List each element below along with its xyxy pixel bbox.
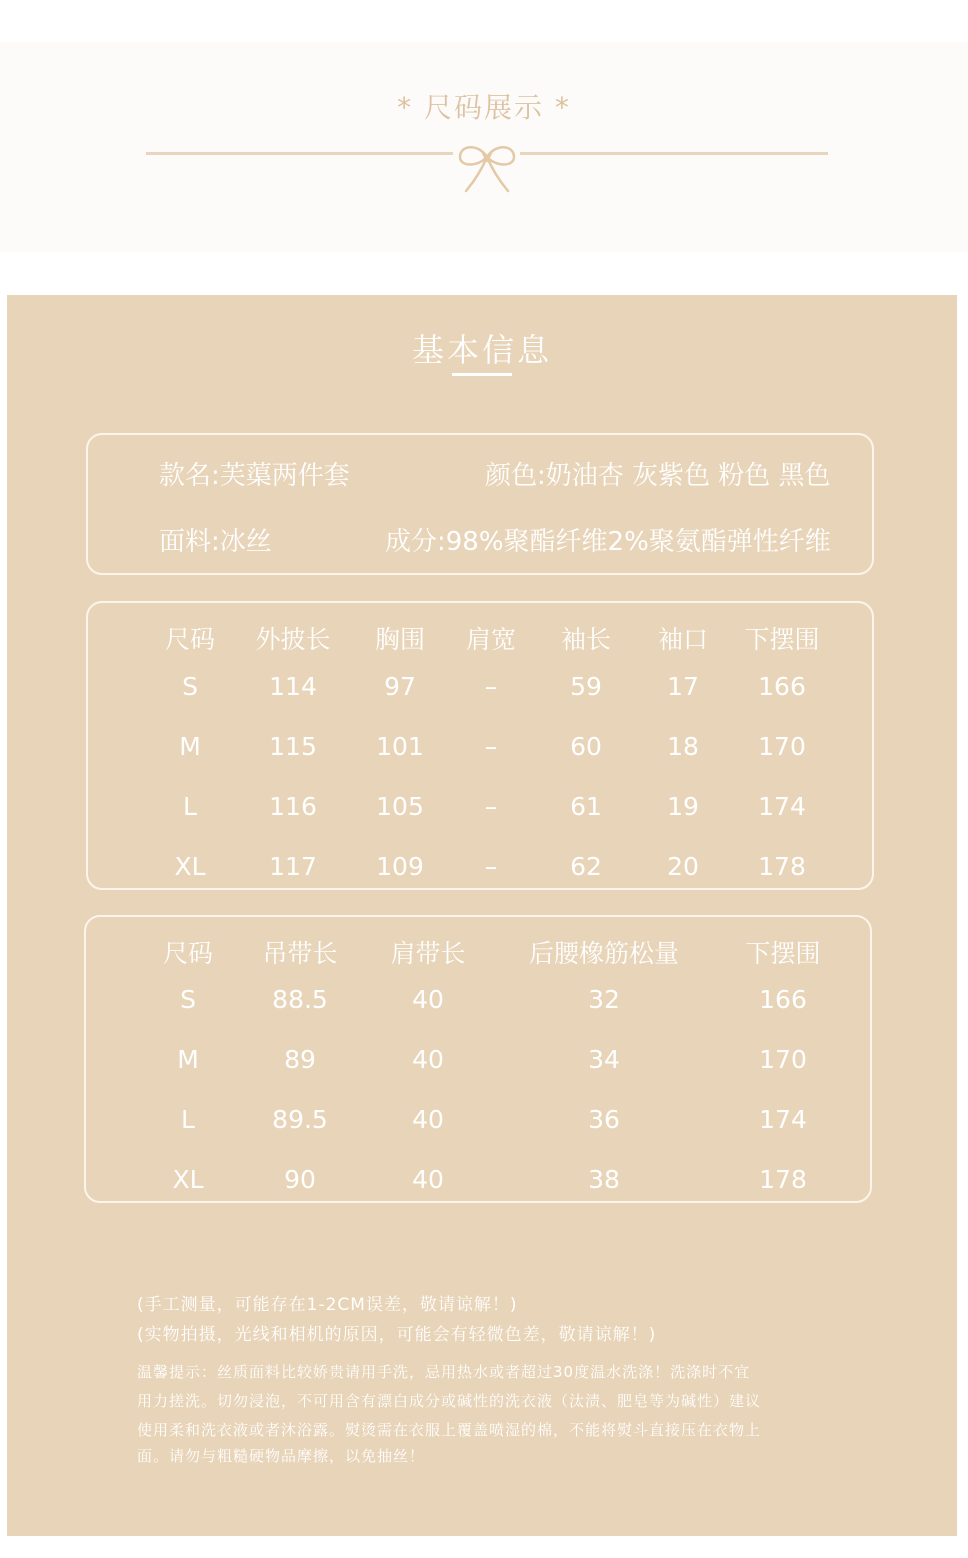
section-title: * 尺码展示 *	[397, 91, 571, 124]
inner-size-table-header-cell: 肩带长	[390, 939, 466, 968]
outer-size-table-cell: 60	[570, 732, 602, 761]
bow-icon	[452, 139, 522, 197]
inner-size-table-cell: 36	[588, 1105, 620, 1134]
inner-size-table-cell: 32	[588, 985, 620, 1014]
care-tip-line: 面。请勿与粗糙硬物品摩擦，以免抽丝！	[137, 1447, 426, 1465]
outer-size-table-cell: S	[182, 672, 198, 701]
divider-line-left	[146, 152, 453, 155]
outer-size-table-cell: 97	[384, 672, 416, 701]
outer-size-table-cell: XL	[174, 852, 206, 881]
inner-size-table-cell: 40	[412, 1165, 444, 1194]
outer-size-table-cell: 109	[376, 852, 424, 881]
inner-size-table-cell: 38	[588, 1165, 620, 1194]
outer-size-table-cell: –	[484, 792, 498, 821]
inner-size-table-cell: 40	[412, 1045, 444, 1074]
outer-size-table-cell: –	[484, 672, 498, 701]
care-tip-line: 温馨提示：丝质面料比较娇贵请用手洗，忌用热水或者超过30度温水洗涤！洗涤时不宜	[137, 1363, 751, 1381]
outer-size-table-header-cell: 下摆围	[744, 625, 820, 654]
outer-size-table-cell: 62	[570, 852, 602, 881]
outer-size-table-header-cell: 外披长	[255, 625, 331, 654]
composition: 成分:98%聚酯纤维2%聚氨酯弹性纤维	[385, 527, 831, 557]
inner-size-table-cell: L	[181, 1105, 195, 1134]
outer-size-table-cell: –	[484, 732, 498, 761]
style-name: 款名:芙蕖两件套	[159, 461, 350, 491]
inner-size-table-cell: S	[180, 985, 196, 1014]
inner-size-table-cell: 34	[588, 1045, 620, 1074]
outer-size-table-cell: 17	[667, 672, 699, 701]
inner-size-table-cell: 178	[759, 1165, 807, 1194]
inner-size-table-cell: 90	[284, 1165, 316, 1194]
outer-size-table-cell: 101	[376, 732, 424, 761]
color-note-line: (实物拍摄，光线和相机的原因，可能会有轻微色差，敬请谅解！)	[137, 1325, 657, 1345]
inner-size-table-header-cell: 下摆围	[745, 939, 821, 968]
outer-size-table-cell: –	[484, 852, 498, 881]
outer-size-table-header-cell: 胸围	[374, 625, 426, 654]
outer-size-table-cell: 174	[758, 792, 806, 821]
outer-size-table-cell: L	[183, 792, 197, 821]
outer-size-table-cell: 61	[570, 792, 602, 821]
outer-size-table-cell: 117	[269, 852, 317, 881]
outer-size-table-cell: 19	[667, 792, 699, 821]
outer-size-table-cell: 170	[758, 732, 806, 761]
inner-size-table-header-cell: 后腰橡筋松量	[528, 939, 680, 968]
measure-note-line: (手工测量，可能存在1-2CM误差，敬请谅解！)	[137, 1295, 518, 1315]
outer-size-table-cell: 20	[667, 852, 699, 881]
inner-size-table-cell: XL	[172, 1165, 204, 1194]
basic-info-panel	[7, 295, 957, 1536]
inner-size-table-cell: 174	[759, 1105, 807, 1134]
outer-size-table-header-cell: 肩宽	[465, 625, 517, 654]
outer-size-table-cell: 105	[376, 792, 424, 821]
care-tip	[137, 1361, 761, 1466]
outer-size-table-header-cell: 尺码	[164, 625, 216, 654]
outer-size-table-header-cell: 袖长	[560, 625, 612, 654]
outer-size-table-header-cell: 袖口	[657, 625, 709, 654]
inner-size-table-cell: 89	[284, 1045, 316, 1074]
outer-size-table-cell: M	[179, 732, 201, 761]
outer-size-table-cell: 116	[269, 792, 317, 821]
inner-size-table-cell: 170	[759, 1045, 807, 1074]
inner-size-table-cell: 89.5	[272, 1105, 328, 1134]
inner-size-table-header-cell: 尺码	[162, 939, 214, 968]
outer-size-table-cell: 178	[758, 852, 806, 881]
care-tip-line: 用力搓洗。切勿浸泡，不可用含有漂白成分或碱性的洗衣液（汰渍、肥皂等为碱性）建议	[137, 1392, 762, 1410]
outer-size-table-cell: 115	[269, 732, 317, 761]
panel-title-underline	[452, 373, 512, 376]
inner-size-table-cell: M	[177, 1045, 199, 1074]
outer-size-table-cell: 114	[269, 672, 317, 701]
care-tip-line: 使用柔和洗衣液或者沐浴露。熨烫需在衣服上覆盖喷湿的棉，不能将熨斗直接压在衣物上	[137, 1421, 762, 1439]
inner-size-table-header-cell: 吊带长	[262, 939, 338, 968]
color-note	[137, 1320, 656, 1345]
outer-size-table-cell: 18	[667, 732, 699, 761]
inner-size-table-cell: 166	[759, 985, 807, 1014]
outer-size-table-cell: 59	[570, 672, 602, 701]
outer-size-table-cell: 166	[758, 672, 806, 701]
inner-size-table-cell: 40	[412, 985, 444, 1014]
color-options: 颜色:奶油杏 灰紫色 粉色 黑色	[485, 461, 831, 491]
panel-title: 基本信息	[411, 331, 552, 369]
measure-note	[137, 1290, 518, 1315]
fabric: 面料:冰丝	[159, 527, 272, 557]
divider-line-right	[520, 152, 828, 155]
inner-size-table-cell: 40	[412, 1105, 444, 1134]
inner-size-table-cell: 88.5	[272, 985, 328, 1014]
